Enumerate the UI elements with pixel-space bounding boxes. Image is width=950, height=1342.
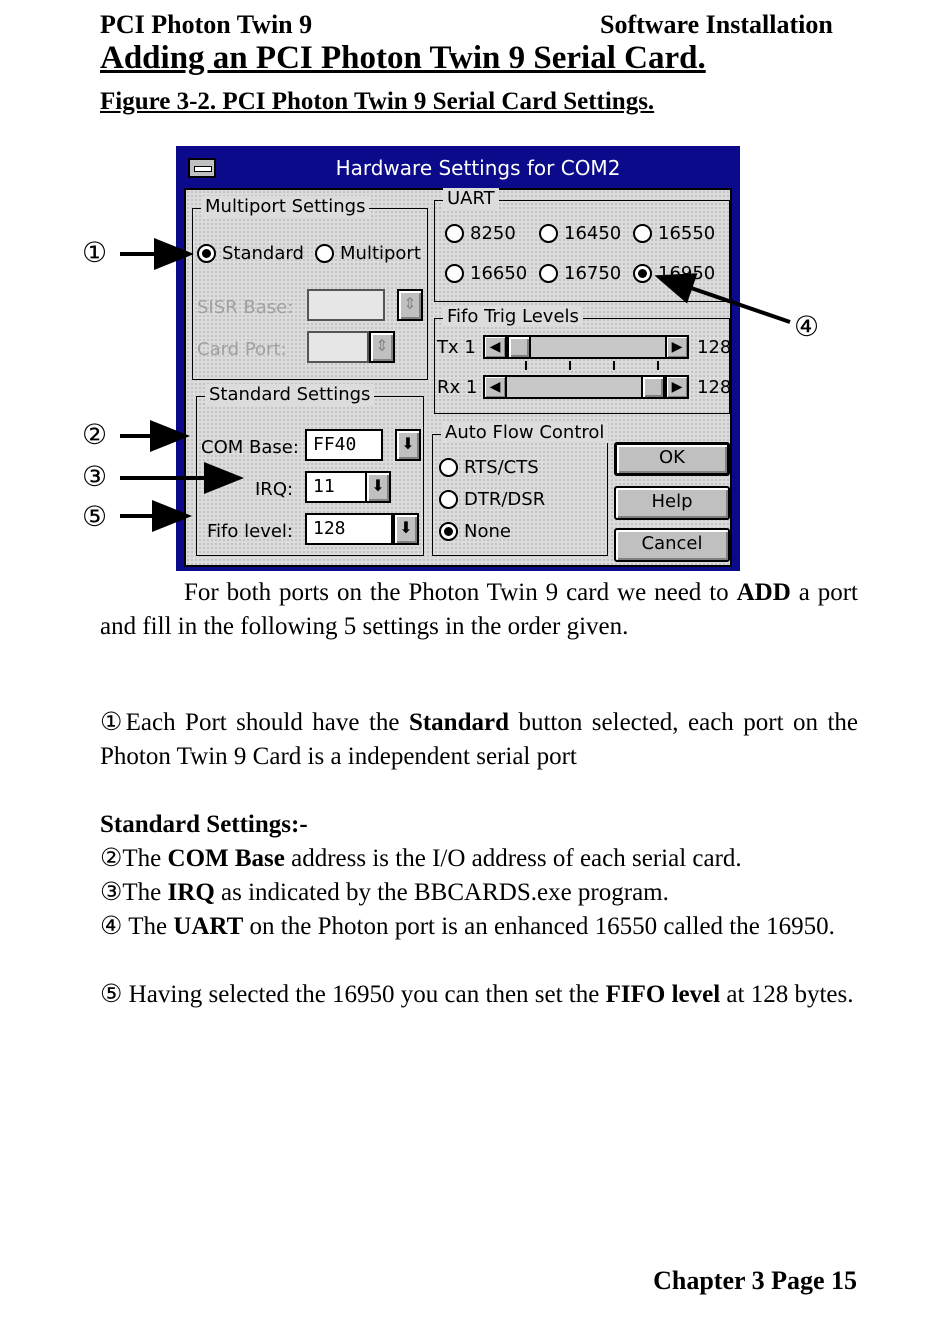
callout-2: ②: [82, 418, 108, 451]
fifo-level-label: Fifo level:: [207, 521, 293, 542]
standard-radio-label: Standard: [222, 243, 304, 264]
running-header-left: PCI Photon Twin 9: [100, 10, 313, 39]
uart-label-16950: 16950: [658, 263, 716, 284]
irq-dropdown-icon[interactable]: ⬇: [365, 471, 391, 503]
sisr-base-spin-icon[interactable]: ⇕: [397, 289, 423, 321]
rx-min-label: 1: [465, 377, 478, 398]
rts-cts-label: RTS/CTS: [464, 457, 539, 478]
uart-label-16650: 16650: [470, 263, 528, 284]
tx-right-arrow-icon[interactable]: ▶: [665, 337, 687, 357]
uart-label-8250: 8250: [470, 223, 516, 244]
callout-3: ③: [82, 460, 108, 493]
dialog-title: Hardware Settings for COM2: [335, 156, 621, 180]
tx-max-label: 128: [697, 337, 732, 358]
rx-right-arrow-icon[interactable]: ▶: [665, 377, 687, 397]
fifo-level-field[interactable]: 128: [305, 513, 393, 545]
rx-max-label: 128: [697, 377, 732, 398]
card-port-label: Card Port:: [197, 339, 287, 360]
auto-flow-control-label: Auto Flow Control: [441, 422, 608, 443]
standard-settings-label: Standard Settings: [205, 384, 374, 405]
figure-caption: Figure 3-2. PCI Photon Twin 9 Serial Card Settings.: [100, 88, 655, 115]
com-base-dropdown-icon[interactable]: ⬇: [395, 429, 421, 461]
tx-min-label: 1: [464, 337, 476, 358]
help-button[interactable]: Help: [614, 486, 730, 520]
irq-label: IRQ:: [255, 479, 294, 500]
tx-label: Tx: [437, 337, 459, 358]
multiport-settings-label: Multiport Settings: [201, 196, 369, 217]
fifo-trig-label: Fifo Trig Levels: [443, 306, 583, 327]
com-base-item: ②The COM Base address is the I/O address of each serial card.: [100, 845, 742, 872]
cancel-button[interactable]: Cancel: [614, 528, 730, 562]
irq-item: ③The IRQ as indicated by the BBCARDS.exe program.: [100, 879, 669, 906]
uart-item: ④ The UART on the Photon port is an enhanced 16550 called the 16950.: [100, 913, 835, 940]
callout-4: ④: [794, 310, 820, 343]
tx-left-arrow-icon[interactable]: ◀: [485, 337, 507, 357]
sisr-base-label: SISR Base:: [197, 297, 294, 318]
com-base-field[interactable]: FF40: [305, 429, 383, 461]
irq-field[interactable]: 11: [305, 471, 367, 503]
card-port-spin-icon[interactable]: ⇕: [369, 331, 395, 363]
uart-label-16450: 16450: [564, 223, 622, 244]
dtr-dsr-label: DTR/DSR: [464, 489, 546, 510]
rx-label: Rx: [437, 377, 461, 398]
ok-button[interactable]: OK: [614, 442, 730, 476]
fifo-level-dropdown-icon[interactable]: ⬇: [393, 513, 419, 545]
multiport-radio-label: Multiport: [340, 243, 421, 264]
uart-label-16550: 16550: [658, 223, 716, 244]
uart-label-16750: 16750: [564, 263, 622, 284]
callout-5: ⑤: [82, 500, 108, 533]
callout-4-arrow: [662, 278, 790, 322]
uart-label: UART: [443, 188, 499, 209]
com-base-label: COM Base:: [201, 437, 299, 458]
standard-paragraph: ①Each Port should have the Standard button selected, each port on the Photon Twin 9 Card is a independent serial port: [100, 709, 858, 770]
rx-left-arrow-icon[interactable]: ◀: [485, 377, 507, 397]
intro-paragraph: For both ports on the Photon Twin 9 card we need to ADD a port and fill in the following 5 settings in the order given.: [100, 579, 858, 640]
fifo-item: ⑤ Having selected the 16950 you can then set the FIFO level at 128 bytes.: [100, 981, 854, 1008]
running-header-right: Software Installation: [600, 10, 833, 39]
none-label: None: [464, 521, 511, 542]
section-title: Adding an PCI Photon Twin 9 Serial Card.: [100, 40, 706, 76]
standard-settings-heading: Standard Settings:-: [100, 811, 308, 838]
page-footer: Chapter 3 Page 15: [653, 1266, 857, 1295]
callout-1: ①: [82, 236, 108, 269]
